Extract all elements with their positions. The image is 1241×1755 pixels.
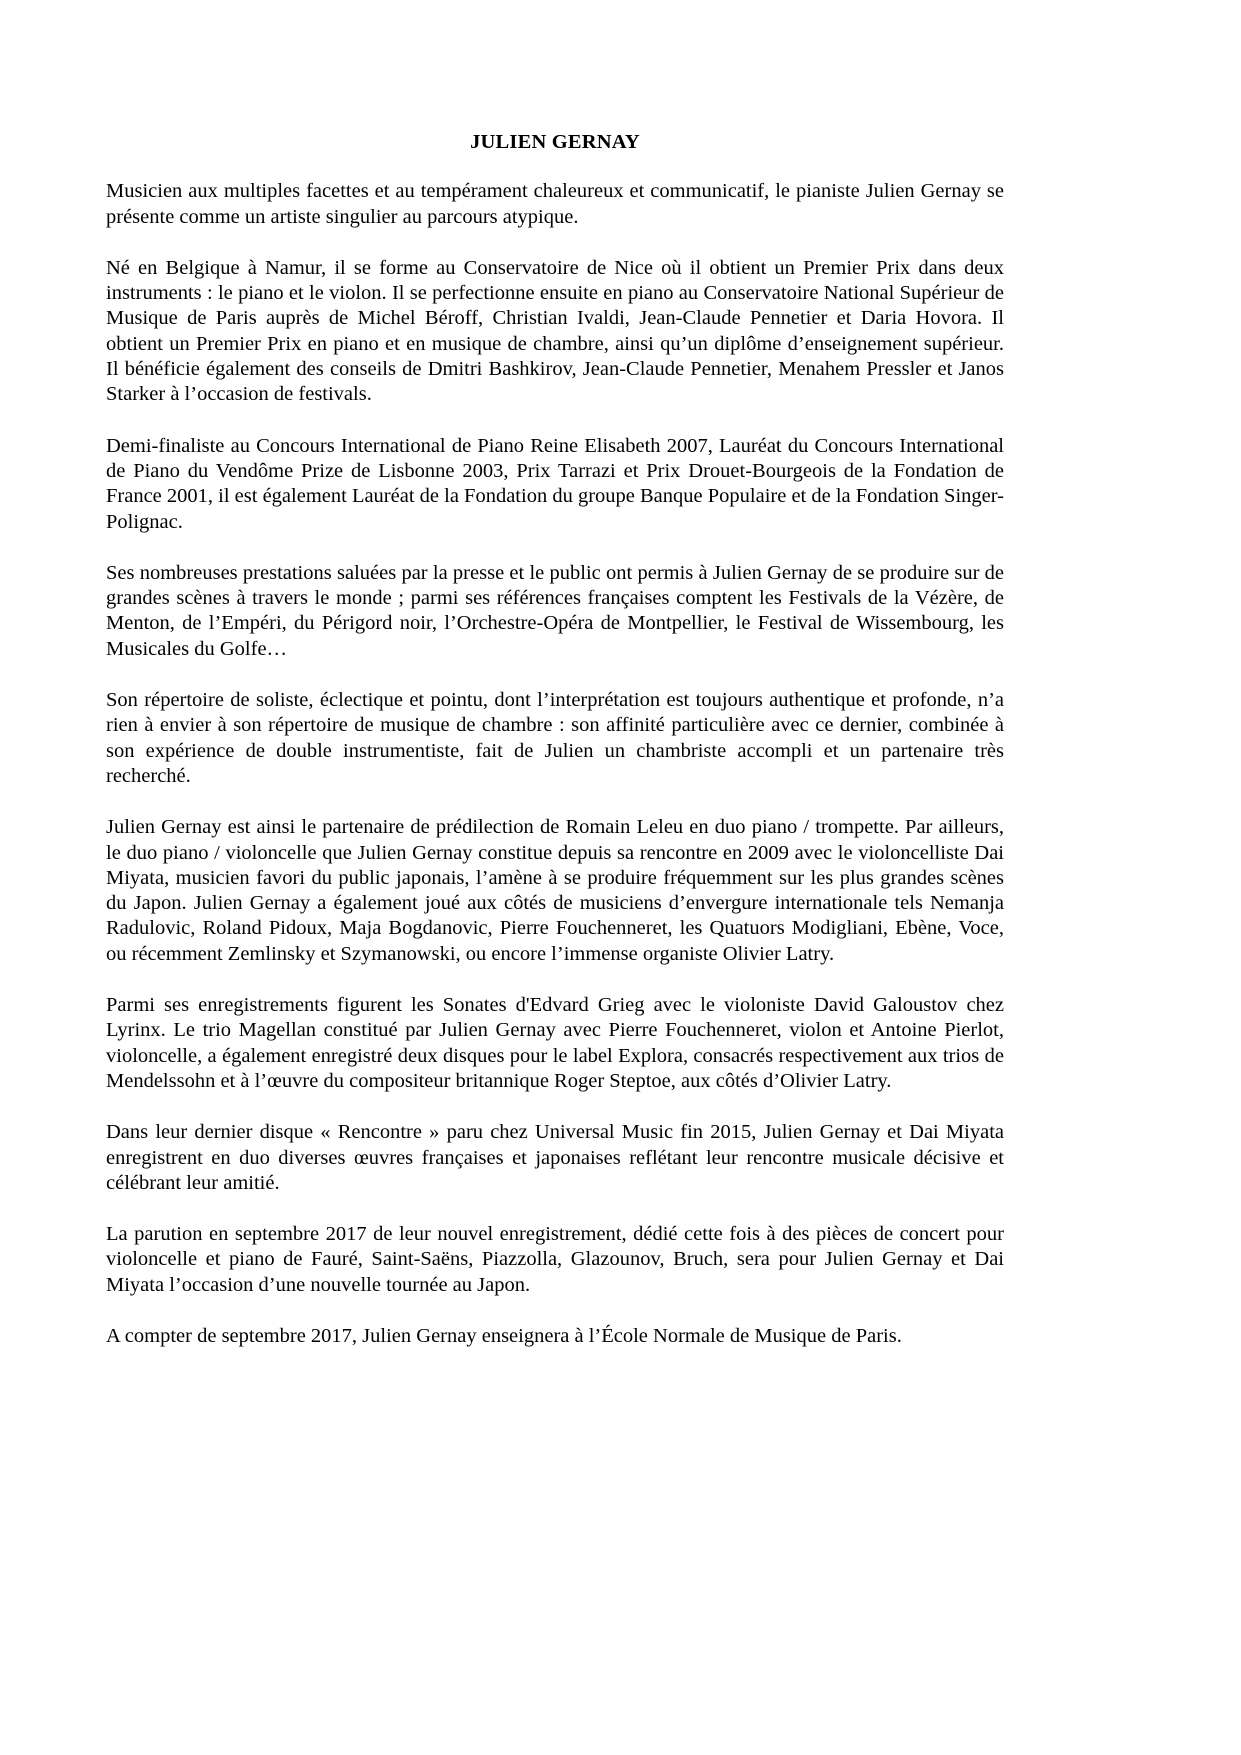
paragraph-new-release: La parution en septembre 2017 de leur nouvel enregistrement, dédié cette fois à des pièces de concert pour violoncelle et piano de Fauré, Saint-Saëns, Piazzolla, Glazounov, Bruch, sera pour Julien Gernay et Dai Miyata l’occasion d’une nouvelle tournée au Japon. — [106, 1223, 1004, 1296]
paragraph-partners: Julien Gernay est ainsi le partenaire de prédilection de Romain Leleu en duo piano / trompette. Par ailleurs, le duo piano / violoncelle que Julien Gernay constitue depuis sa rencontre en 2009 avec le violoncelliste Dai Miyata, musicien favori du public japonais, l’amène à se produire fréquemment sur les plus grandes scènes du Japon. Julien Gernay a également joué aux côtés de musiciens d’envergure internationale tels Nemanja Radulovic, Roland Pidoux, Maja Bogdanovic, Pierre Fouchenneret, les Quatuors Modigliani, Ebène, Voce, ou récemment Zemlinsky et Szymanowski, ou encore l’immense organiste Olivier Latry. — [106, 816, 1004, 965]
paragraph-recordings: Parmi ses enregistrements figurent les Sonates d'Edvard Grieg avec le violoniste David Galoustov chez Lyrinx. Le trio Magellan constitué par Julien Gernay avec Pierre Fouchenneret, violon et Antoine Pierlot, violoncelle, a également enregistré deux disques pour le label Explora, consacrés respectivement aux trios de Mendelssohn et à l’œuvre du compositeur britannique Roger Steptoe, aux côtés d’Olivier Latry. — [106, 994, 1004, 1092]
paragraph-awards: Demi-finaliste au Concours International de Piano Reine Elisabeth 2007, Lauréat du Concours International de Piano du Vendôme Prize de Lisbonne 2003, Prix Tarrazi et Prix Drouet-Bourgeois de la Fondation de France 2001, il est également Lauréat de la Fondation du groupe Banque Populaire et de la Fondation Singer-Polignac. — [106, 434, 1004, 533]
paragraph-education: Né en Belgique à Namur, il se forme au Conservatoire de Nice où il obtient un Premier Prix dans deux instruments : le piano et le violon. Il se perfectionne ensuite en piano au Conservatoire National Supérieur de Musique de Paris auprès de Michel Béroff, Christian Ivaldi, Jean-Claude Pennetier et Daria Hovora. Il obtient un Premier Prix en piano et en musique de chambre, ainsi qu’un diplôme d’enseignement supérieur. Il bénéficie également des conseils de Dmitri Bashkirov, Jean-Claude Pennetier, Menahem Pressler et Janos Starker à l’occasion de festivals. — [106, 256, 1004, 406]
document-page — [106, 130, 1004, 1375]
document-title: JULIEN GERNAY — [470, 131, 640, 153]
paragraph-repertoire: Son répertoire de soliste, éclectique et pointu, dont l’interprétation est toujours authentique et profonde, n’a rien à envier à son répertoire de musique de chambre : son affinité particulière avec ce dernier, combinée à son expérience de double instrumentiste, fait de Julien un chambriste accompli et un partenaire très recherché. — [106, 689, 1004, 787]
paragraph-teaching: A compter de septembre 2017, Julien Gernay enseignera à l’École Normale de Musique de Paris. — [106, 1324, 902, 1347]
paragraph-performances: Ses nombreuses prestations saluées par la presse et le public ont permis à Julien Gernay de se produire sur de grandes scènes à travers le monde ; parmi ses références françaises comptent les Festivals de la Vézère, de Menton, de l’Empéri, du Périgord noir, l’Orchestre-Opéra de Montpellier, le Festival de Wissembourg, les Musicales du Golfe… — [106, 561, 1004, 660]
paragraph-intro: Musicien aux multiples facettes et au tempérament chaleureux et communicatif, le pianiste Julien Gernay se présente comme un artiste singulier au parcours atypique. — [106, 180, 1004, 228]
paragraph-rencontre: Dans leur dernier disque « Rencontre » paru chez Universal Music fin 2015, Julien Gernay et Dai Miyata enregistrent en duo diverses œuvres françaises et japonaises reflétant leur rencontre musicale décisive et célébrant leur amitié. — [106, 1121, 1004, 1194]
